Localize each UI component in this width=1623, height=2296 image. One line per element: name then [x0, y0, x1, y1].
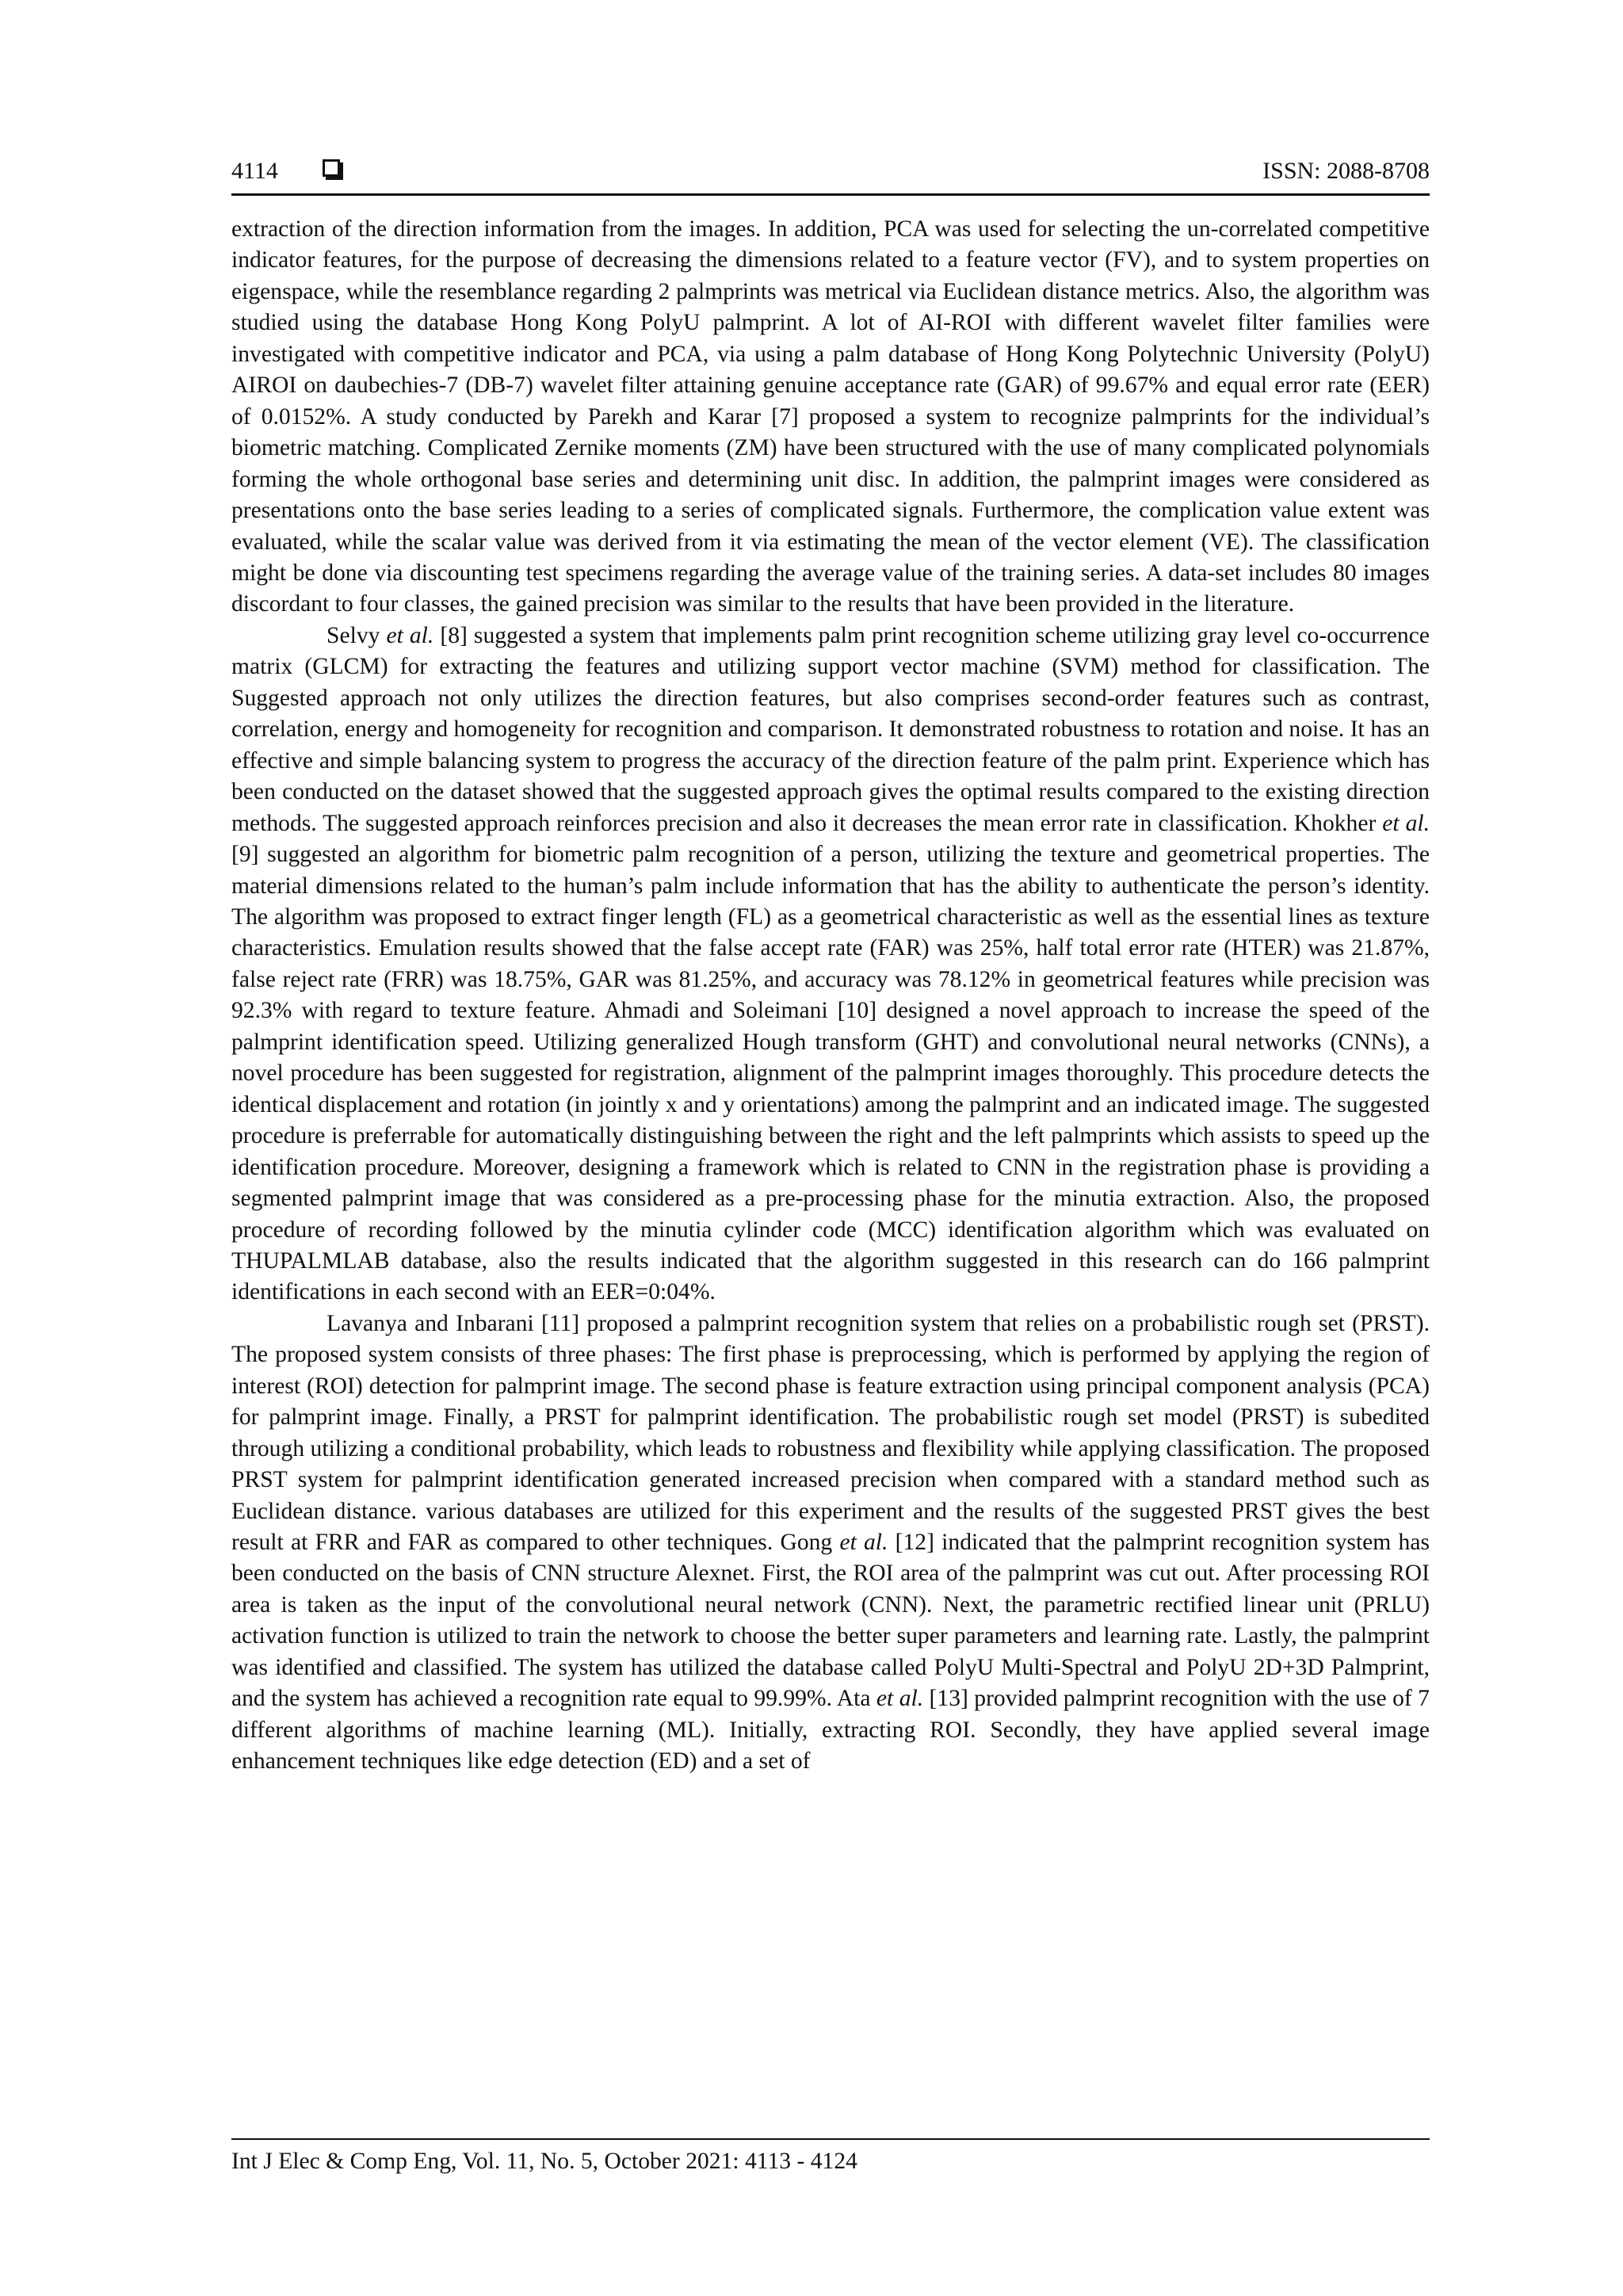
page-header — [231, 155, 1430, 195]
paragraph: Selvy et al. [8] suggested a system that implements palm print recognition scheme utilizing gray level co-occurrence matrix (GLCM) for extracting the features and utilizing support vector machine (SVM) method for classification. The Suggested approach not only utilizes the direction features, but also comprises second-order features such as contrast, correlation, energy and homogeneity for recognition and comparison. It demonstrated robustness to rotation and noise. It has an effective and simple balancing system to progress the accuracy of the direction feature of the palm print. Experience which has been conducted on the dataset showed that the suggested approach gives the optimal results compared to the existing direction methods. The suggested approach reinforces precision and also it decreases the mean error rate in classification. Khokher et al. [9] suggested an algorithm for biometric palm recognition of a person, utilizing the texture and geometrical properties. The material dimensions related to the human’s palm include information that has the ability to authenticate the person’s identity. The algorithm was proposed to extract finger length (FL) as a geometrical characteristic as well as the essential lines as texture characteristics. Emulation results showed that the false accept rate (FAR) was 25%, half total error rate (HTER) was 21.87%, false reject rate (FRR) was 18.75%, GAR was 81.25%, and accuracy was 78.12% in geometrical features while precision was 92.3% with regard to texture feature. Ahmadi and Soleimani [10] designed a novel approach to increase the speed of the palmprint identification speed. Utilizing generalized Hough transform (GHT) and convolutional neural networks (CNNs), a novel procedure has been suggested for registration, alignment of the palmprint images thoroughly. This procedure detects the identical displacement and rotation (in jointly x and y orientations) among the palmprint and an indicated image. The suggested procedure is preferrable for automatically distinguishing between the right and the left palmprints which assists to speed up the identification procedure. Moreover, designing a framework which is related to CNN in the registration phase is providing a segmented palmprint image that was considered as a pre-processing phase for the minutia extraction. Also, the proposed procedure of recording followed by the minutia cylinder code (MCC) identification algorithm which was evaluated on THUPALMLAB database, also the results indicated that the algorithm suggested in this research can do 166 palmprint identifications in each second with an EER=0:04%. — [231, 622, 1430, 1305]
page-number: 4114 — [231, 158, 278, 184]
body-text — [231, 214, 1430, 1778]
paragraph: Lavanya and Inbarani [11] proposed a palmprint recognition system that relies on a probabilistic rough set (PRST). The proposed system consists of three phases: The first phase is preprocessing, which is performed by applying the region of interest (ROI) detection for palmprint image. The second phase is feature extraction using principal component analysis (PCA) for palmprint image. Finally, a PRST for palmprint identification. The probabilistic rough set model (PRST) is subedited through utilizing a conditional probability, which leads to robustness and flexibility while applying classification. The proposed PRST system for palmprint identification generated increased precision when compared with a standard method such as Euclidean distance. various databases are utilized for this experiment and the results of the suggested PRST gives the best result at FRR and FAR as compared to other techniques. Gong et al. [12] indicated that the palmprint recognition system has been conducted on the basis of CNN structure Alexnet. First, the ROI area of the palmprint was cut out. After processing ROI area is taken as the input of the convolutional neural network (CNN). Next, the parametric rectified linear unit (PRLU) activation function is utilized to train the network to choose the better super parameters and learning rate. Lastly, the palmprint was identified and classified. The system has utilized the database called PolyU Multi-Spectral and PolyU 2D+3D Palmprint, and the system has achieved a recognition rate equal to 99.99%. Ata et al. [13] provided palmprint recognition with the use of 7 different algorithms of machine learning (ML). Initially, extracting ROI. Secondly, they have applied several image enhancement techniques like edge detection (ED) and a set of — [231, 1310, 1430, 1775]
square-bullet-icon — [323, 159, 340, 177]
footer-divider — [231, 2138, 1430, 2140]
paragraph: extraction of the direction information from the images. In addition, PCA was used for selecting the un-correlated competitive indicator features, for the purpose of decreasing the dimensions related to a feature vector (FV), and to system properties on eigenspace, while the resemblance regarding 2 palmprints was metrical via Euclidean distance metrics. Also, the algorithm was studied using the database Hong Kong PolyU palmprint. A lot of AI-ROI with different wavelet filter families were investigated with competitive indicator and PCA, via using a palm database of Hong Kong Polytechnic University (PolyU) AIROI on daubechies-7 (DB-7) wavelet filter attaining genuine acceptance rate (GAR) of 99.67% and equal error rate (EER) of 0.0152%. A study conducted by Parekh and Karar [7] proposed a system to recognize palmprints for the individual’s biometric matching. Complicated Zernike moments (ZM) have been structured with the use of many complicated polynomials forming the whole orthogonal base series and determining unit disc. In addition, the palmprint images were considered as presentations onto the base series leading to a series of complicated signals. Furthermore, the complication value extent was evaluated, while the scalar value was derived from it via estimating the mean of the vector element (VE). The classification might be done via discounting test specimens regarding the average value of the training series. A data-set includes 80 images discordant to four classes, the gained precision was similar to the results that have been provided in the literature. — [231, 216, 1430, 617]
journal-issn: ISSN: 2088-8708 — [1262, 158, 1430, 184]
header-divider — [231, 193, 1430, 196]
journal-citation: Int J Elec & Comp Eng, Vol. 11, No. 5, October 2021: 4113 - 4124 — [231, 2149, 857, 2174]
